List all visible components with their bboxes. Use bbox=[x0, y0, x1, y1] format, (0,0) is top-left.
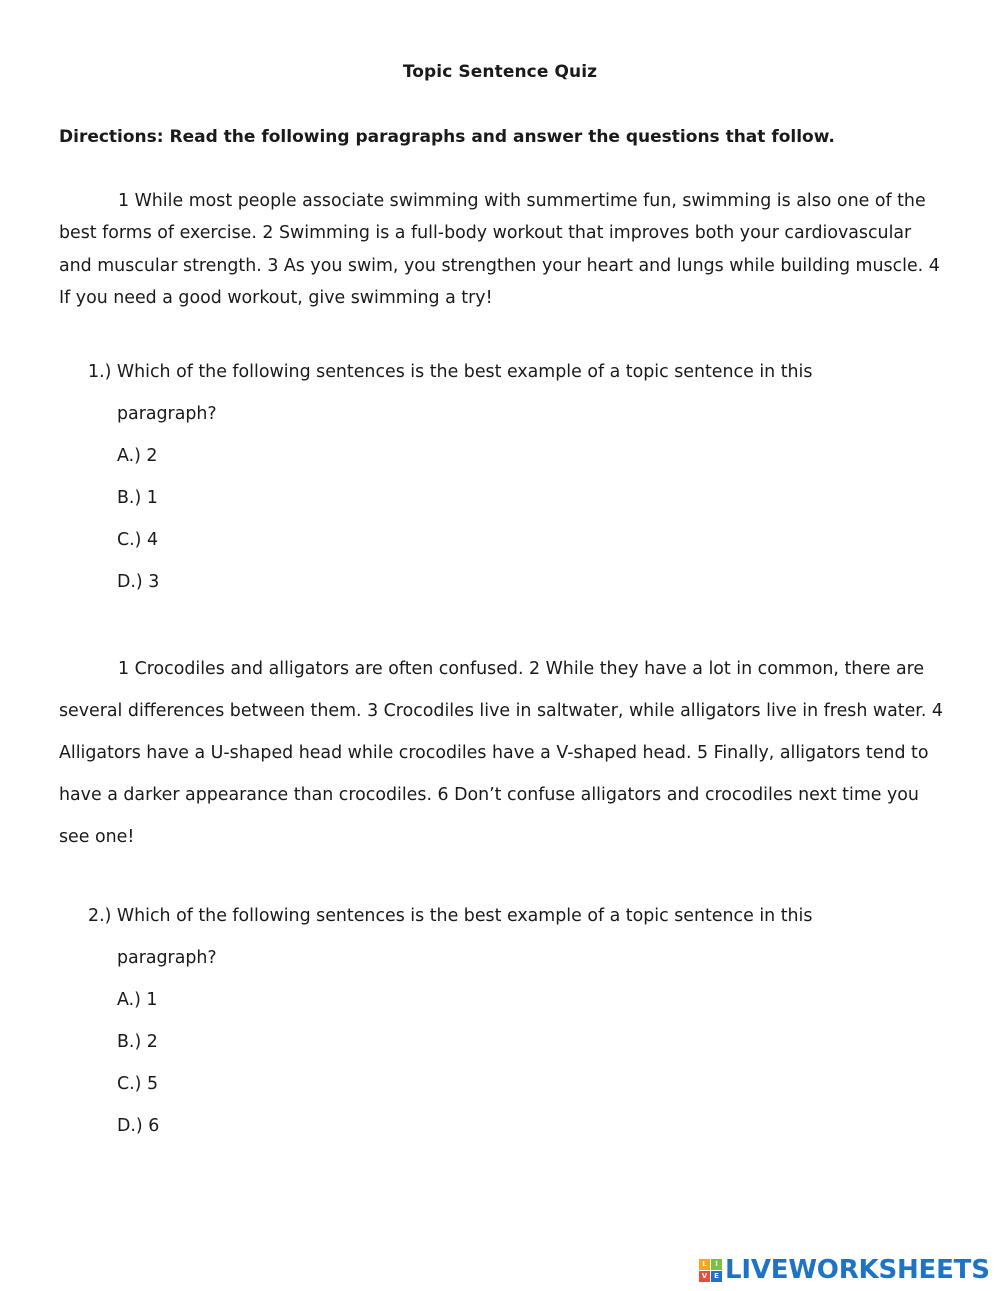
question-2-option-c[interactable]: C.) 5 bbox=[117, 1074, 159, 1094]
question-1 bbox=[88, 351, 908, 603]
logo-block-e: E bbox=[711, 1271, 722, 1282]
liveworksheets-logo bbox=[699, 1255, 990, 1285]
logo-wordmark: LIVEWORKSHEETS bbox=[725, 1255, 990, 1285]
question-1-prompt-continued: paragraph? bbox=[117, 404, 217, 424]
question-2-option-b[interactable]: B.) 2 bbox=[117, 1032, 158, 1052]
question-1-option-c[interactable]: C.) 4 bbox=[117, 530, 159, 550]
logo-block-v: V bbox=[699, 1271, 710, 1282]
question-2-prompt: 2.) Which of the following sentences is the best example of a topic sentence in this bbox=[88, 906, 813, 926]
paragraph-swimming: 1 While most people associate swimming with summertime fun, swimming is also one of the best forms of exercise. 2 Swimming is a full-body workout that improves both your cardiovascular and muscular strength. 3 As you swim, you strengthen your heart and lungs while building muscle. 4 If you need a good workout, give swimming a try! bbox=[59, 191, 940, 308]
question-2-options bbox=[88, 979, 908, 1147]
question-1-option-a[interactable]: A.) 2 bbox=[117, 446, 158, 466]
question-2 bbox=[88, 895, 908, 1147]
logo-block-i: I bbox=[711, 1259, 722, 1270]
question-2-option-d[interactable]: D.) 6 bbox=[117, 1116, 160, 1136]
question-1-prompt: 1.) Which of the following sentences is the best example of a topic sentence in this bbox=[88, 362, 813, 382]
question-2-option-a[interactable]: A.) 1 bbox=[117, 990, 158, 1010]
question-2-prompt-continued: paragraph? bbox=[117, 948, 217, 968]
logo-icon bbox=[699, 1259, 722, 1282]
paragraph-crocodiles: 1 Crocodiles and alligators are often confused. 2 While they have a lot in common, there are several differences between them. 3 Crocodiles live in saltwater, while alligators live in fresh water. 4 Alligators have a U-shaped head while crocodiles have a V-shaped head. 5 Finally, alligators tend to have a darker appearance than crocodiles. 6 Don’t confuse alligators and crocodiles next time you see one! bbox=[59, 659, 943, 847]
page-title: Topic Sentence Quiz bbox=[402, 62, 598, 82]
directions-text: Directions: Read the following paragraphs and answer the questions that follow. bbox=[59, 127, 835, 147]
question-1-option-b[interactable]: B.) 1 bbox=[117, 488, 158, 508]
question-1-option-d[interactable]: D.) 3 bbox=[117, 572, 160, 592]
question-1-options bbox=[88, 435, 908, 603]
logo-block-l: L bbox=[699, 1259, 710, 1270]
